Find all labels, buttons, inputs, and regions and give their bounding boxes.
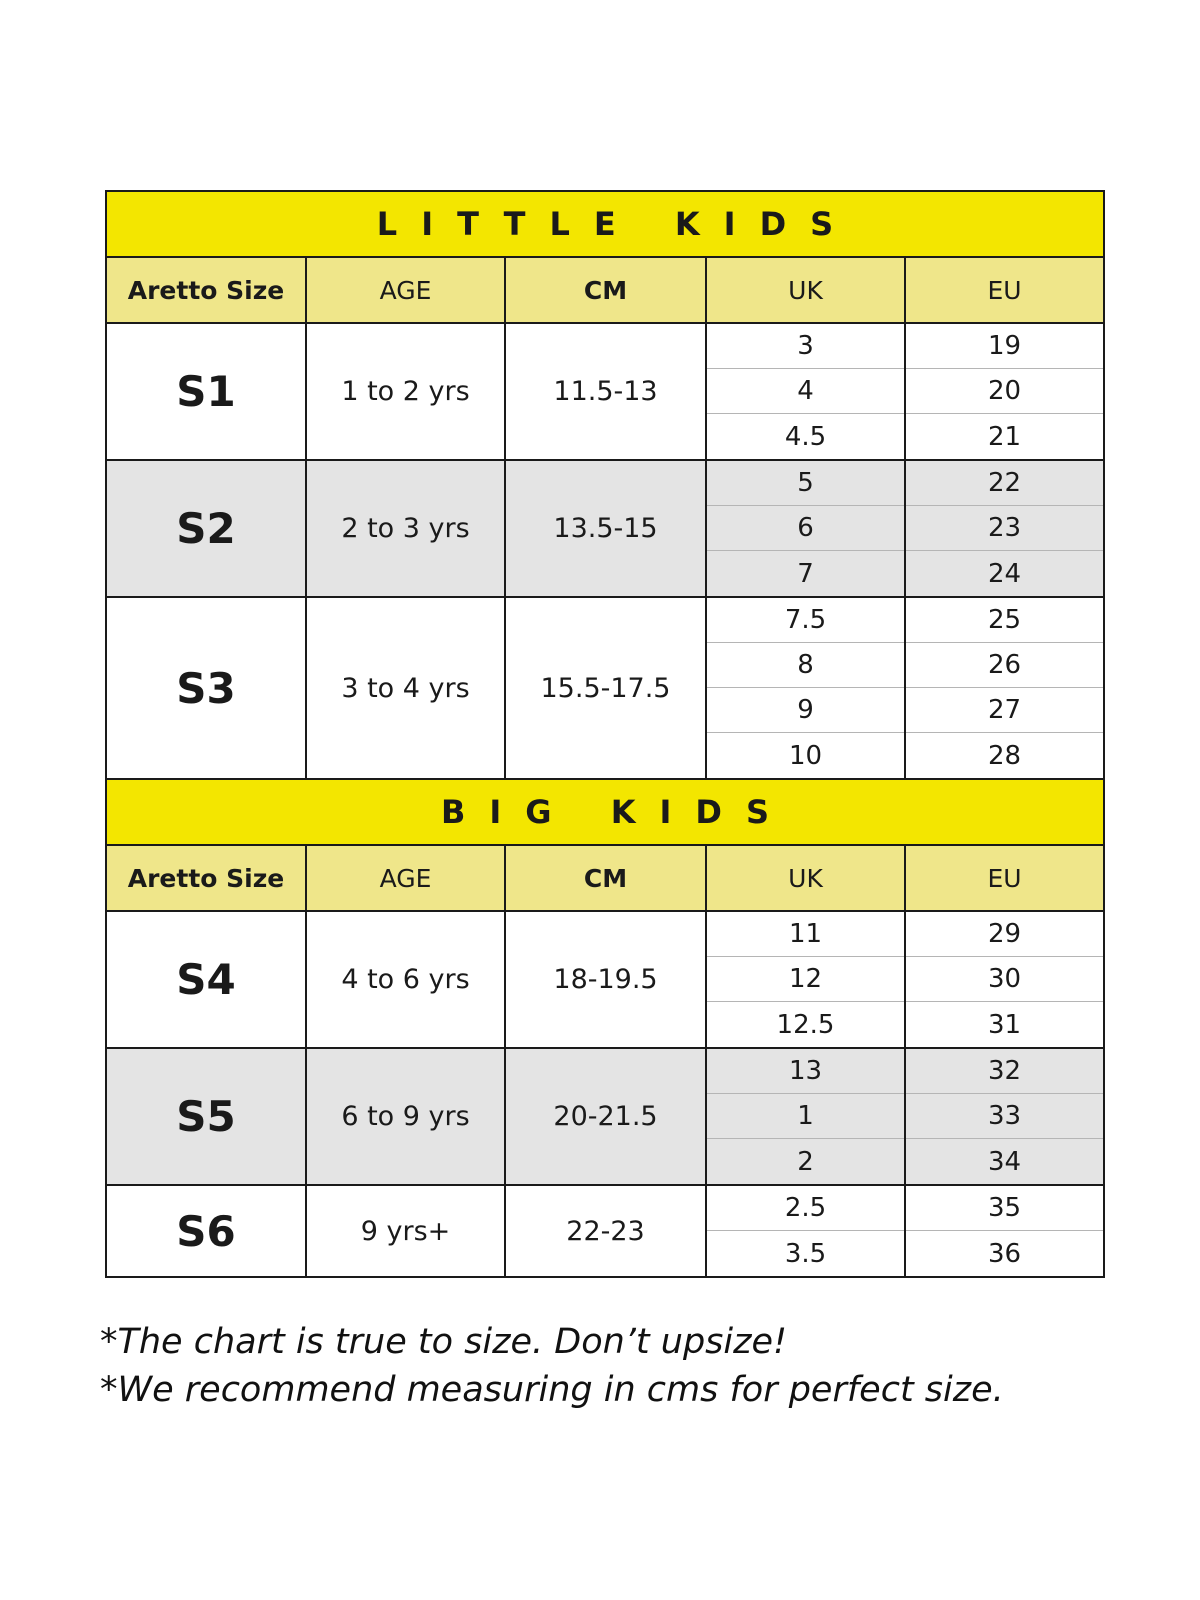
column-header-cm: CM <box>506 846 707 910</box>
column-header-uk: UK <box>707 846 906 910</box>
eu-value: 33 <box>906 1094 1103 1139</box>
column-header-age: AGE <box>307 846 506 910</box>
size-chart-table <box>105 190 1105 1278</box>
note-true-to-size: *The chart is true to size. Don’t upsize! <box>100 1322 788 1362</box>
eu-value: 28 <box>987 740 1022 771</box>
cm-cell: 11.5-13 <box>506 324 707 459</box>
eu-sizes <box>906 912 1103 1047</box>
uk-value: 8 <box>707 643 904 688</box>
age-cell: 3 to 4 yrs <box>307 598 506 778</box>
uk-value: 4.5 <box>784 421 827 452</box>
cm-cell: 18-19.5 <box>506 912 707 1047</box>
eu-value: 20 <box>906 369 1103 414</box>
uk-sizes <box>707 912 906 1047</box>
cm-cell: 15.5-17.5 <box>506 598 707 778</box>
uk-sizes <box>707 1049 906 1184</box>
chart-notes <box>100 1318 1160 1414</box>
eu-value: 35 <box>906 1186 1103 1231</box>
section-title-big-kids: BIG KIDS <box>107 780 1103 846</box>
column-header-age: AGE <box>307 258 506 322</box>
age-cell: 6 to 9 yrs <box>307 1049 506 1184</box>
size-row-s5 <box>107 1049 1103 1186</box>
column-header-size: Aretto Size <box>107 258 307 322</box>
age-cell: 4 to 6 yrs <box>307 912 506 1047</box>
eu-value: 27 <box>906 688 1103 733</box>
eu-value: 25 <box>906 598 1103 643</box>
cm-cell: 22-23 <box>506 1186 707 1276</box>
size-row-s4 <box>107 912 1103 1049</box>
uk-value: 1 <box>707 1094 904 1139</box>
eu-sizes <box>906 1186 1103 1276</box>
note-measure-cms: *We recommend measuring in cms for perfect size. <box>100 1370 1004 1410</box>
uk-value: 5 <box>707 461 904 506</box>
uk-value: 9 <box>707 688 904 733</box>
column-header-row <box>107 258 1103 324</box>
age-cell: 9 yrs+ <box>307 1186 506 1276</box>
eu-sizes <box>906 461 1103 596</box>
uk-value: 7 <box>797 558 814 589</box>
column-header-eu: EU <box>987 863 1022 893</box>
uk-value: 13 <box>707 1049 904 1094</box>
eu-value: 19 <box>906 324 1103 369</box>
size-row-s3 <box>107 598 1103 780</box>
age-cell: 1 to 2 yrs <box>307 324 506 459</box>
eu-sizes <box>906 598 1103 778</box>
uk-value: 2 <box>797 1146 814 1177</box>
cm-cell: 20-21.5 <box>506 1049 707 1184</box>
uk-value: 2.5 <box>707 1186 904 1231</box>
eu-value: 22 <box>906 461 1103 506</box>
uk-value: 4 <box>707 369 904 414</box>
column-header-size: Aretto Size <box>107 846 307 910</box>
uk-sizes <box>707 1186 906 1276</box>
eu-value: 31 <box>987 1009 1022 1040</box>
size-label: S6 <box>107 1186 307 1276</box>
eu-value: 26 <box>906 643 1103 688</box>
size-label: S1 <box>107 324 307 459</box>
uk-value: 3.5 <box>784 1238 827 1269</box>
age-cell: 2 to 3 yrs <box>307 461 506 596</box>
column-header-cm: CM <box>506 258 707 322</box>
eu-value: 34 <box>987 1146 1022 1177</box>
section-title-little-kids: LITTLE KIDS <box>107 192 1103 258</box>
cm-cell: 13.5-15 <box>506 461 707 596</box>
size-row-s2 <box>107 461 1103 598</box>
eu-value: 23 <box>906 506 1103 551</box>
eu-value: 32 <box>906 1049 1103 1094</box>
column-header-row <box>107 846 1103 912</box>
eu-value: 30 <box>906 957 1103 1002</box>
eu-sizes <box>906 1049 1103 1184</box>
eu-sizes <box>906 324 1103 459</box>
size-row-s6 <box>107 1186 1103 1276</box>
uk-value: 12.5 <box>776 1009 835 1040</box>
uk-sizes <box>707 461 906 596</box>
column-header-uk: UK <box>707 258 906 322</box>
uk-sizes <box>707 598 906 778</box>
uk-sizes <box>707 324 906 459</box>
uk-value: 7.5 <box>707 598 904 643</box>
uk-value: 6 <box>707 506 904 551</box>
uk-value: 12 <box>707 957 904 1002</box>
size-label: S5 <box>107 1049 307 1184</box>
eu-value: 36 <box>987 1238 1022 1269</box>
size-row-s1 <box>107 324 1103 461</box>
uk-value: 11 <box>707 912 904 957</box>
eu-value: 24 <box>987 558 1022 589</box>
size-label: S3 <box>107 598 307 778</box>
eu-value: 29 <box>906 912 1103 957</box>
size-label: S2 <box>107 461 307 596</box>
column-header-eu: EU <box>987 275 1022 305</box>
uk-value: 3 <box>707 324 904 369</box>
size-label: S4 <box>107 912 307 1047</box>
uk-value: 10 <box>788 740 823 771</box>
eu-value: 21 <box>987 421 1022 452</box>
